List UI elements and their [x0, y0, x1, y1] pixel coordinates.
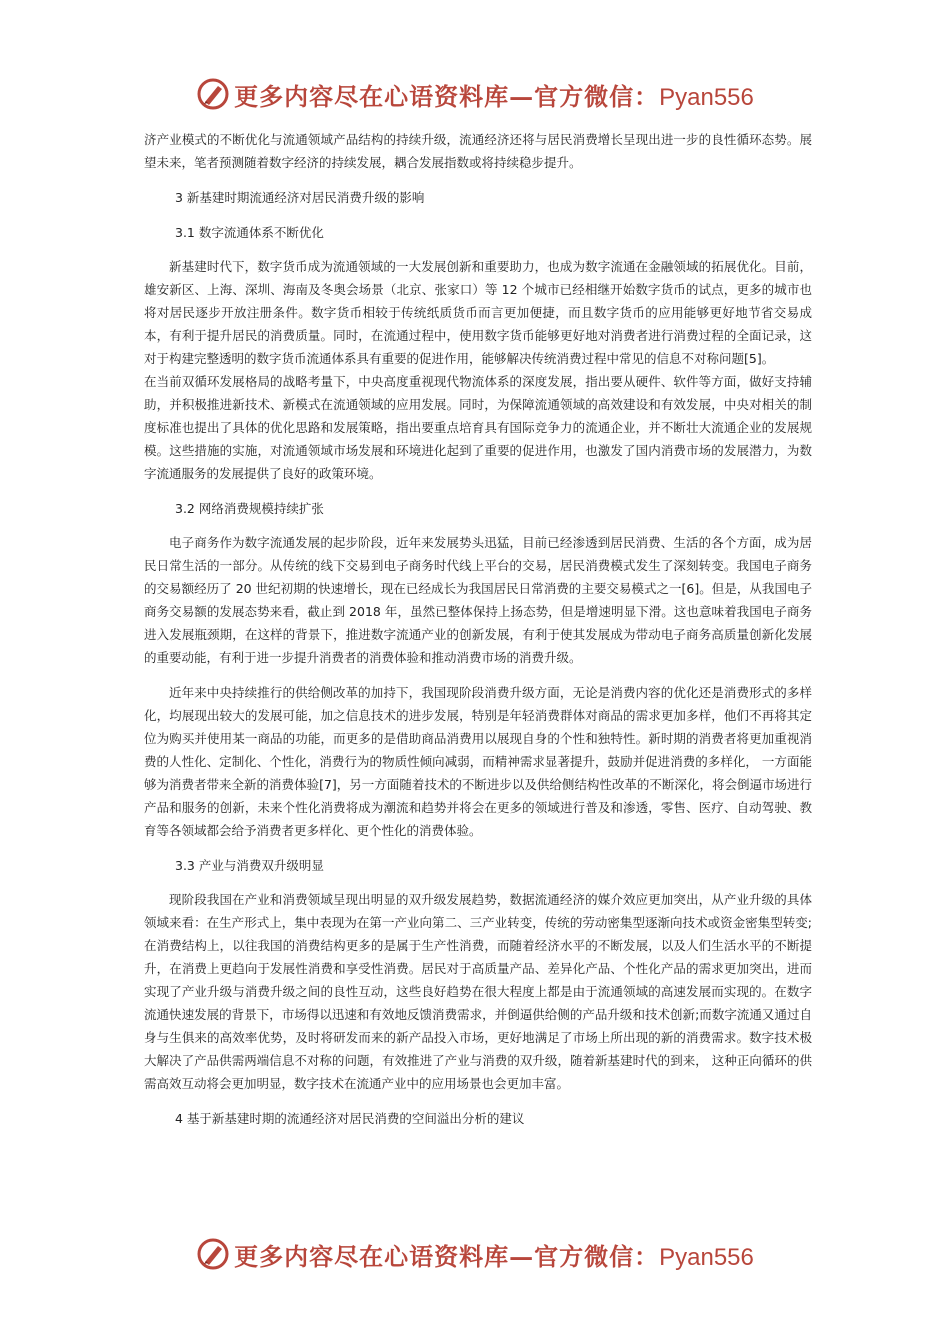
- watermark-text: [234, 77, 754, 112]
- document-body: [144, 128, 812, 1130]
- section-4-heading: 4 基于新基建时期的流通经济对居民消费的空间溢出分析的建议: [175, 1111, 525, 1126]
- watermark-wechat-id: Pyan556: [659, 83, 754, 111]
- section-3-3-heading: 3.3 产业与消费双升级明显: [175, 858, 324, 873]
- watermark-wechat-id: Pyan556: [659, 1243, 754, 1271]
- section-3-2-paragraph-1: 电子商务作为数字流通发展的起步阶段，近年来发展势头迅猛，目前已经渗透到居民消费、生活的各个方面，成为居民日常生活的一部分。从传统的线下交易到电子商务时代线上平台的交易，居民消费模式发生了深刻转变。我国电子商务的交易额经历了 20 世纪初期的快速增长，现在已经成长为我国居民日常消费的主要交易模式之一[6]。但是，从我国电子商务交易额的发展态势来看，截止到 2018 年，虽然已整体保持上扬态势，但是增速明显下滑。这也意味着我国电子商务进入发展瓶颈期，在这样的背景下，推进数字流通产业的创新发展，有利于使其发展成为带动电子商务高质量创新化发展的重要动能，有利于进一步提升消费者的消费体验和推动消费市场的消费升级。: [144, 535, 812, 665]
- pen-in-circle-icon: [196, 77, 230, 111]
- pen-in-circle-icon: [196, 1237, 230, 1271]
- section-3-1-heading: 3.1 数字流通体系不断优化: [175, 225, 324, 240]
- section-3-2-paragraph-2: 近年来中央持续推行的供给侧改革的加持下，我国现阶段消费升级方面，无论是消费内容的优化还是消费形式的多样化，均展现出较大的发展可能，加之信息技术的进步发展，特别是年轻消费群体对商品的需求更加多样，他们不再将其定位为购买并使用某一商品的功能，而更多的是借助商品消费用以展现自身的个性和独特性。新时期的消费者将更加重视消费的人性化、定制化、个性化，消费行为的物质性倾向减弱，而精神需求显著提升，鼓励并促进消费的多样化， 一方面能够为消费者带来全新的消费体验[7]，另一方面随着技术的不断进步以及供给侧结构性改革的不断深化，将会倒逼市场进行产品和服务的创新，未来个性化消费将成为潮流和趋势并将会在更多的领域进行普及和渗透，零售、医疗、自动驾驶、教育等各领域都会给予消费者更多样化、更个性化的消费体验。: [144, 685, 812, 838]
- watermark-chinese: 更多内容尽在心语资料库—官方微信：: [234, 81, 660, 111]
- footer-watermark: [0, 1232, 950, 1276]
- watermark-text: [234, 1237, 754, 1272]
- intro-paragraph: 济产业模式的不断优化与流通领域产品结构的持续升级，流通经济还将与居民消费增长呈现出进一步的良性循环态势。展望未来，笔者预测随着数字经济的持续发展，耦合发展指数或将持续稳步提升。: [144, 132, 812, 170]
- section-3-heading: 3 新基建时期流通经济对居民消费升级的影响: [175, 190, 425, 205]
- section-3-1-paragraph-1: 新基建时代下，数字货币成为流通领域的一大发展创新和重要助力，也成为数字流通在金融领域的拓展优化。目前，雄安新区、上海、深圳、海南及冬奥会场景（北京、张家口）等 12 个城市已经相继开始数字货币的试点，更多的城市也将对居民逐步开放注册条件。数字货币相较于传统纸质货币而言更加便捷，而且数字货币的应用能够更好地节省交易成本，有利于提升居民的消费质量。同时，在流通过程中，使用数字货币能够更好地对消费者进行消费过程的全面记录，这对于构建完整透明的数字货币流通体系具有重要的促进作用，能够解决传统消费过程中常见的信息不对称问题[5]。: [144, 259, 812, 366]
- header-watermark: [0, 72, 950, 116]
- section-3-2-heading: 3.2 网络消费规模持续扩张: [175, 501, 324, 516]
- section-3-1-paragraph-2: 在当前双循环发展格局的战略考量下，中央高度重视现代物流体系的深度发展，指出要从硬件、软件等方面，做好支持辅助，并积极推进新技术、新模式在流通领域的应用发展。同时，为保障流通领域的高效建设和有效发展，中央对相关的制度标准也提出了具体的优化思路和发展策略，指出要重点培育具有国际竞争力的流通企业，并不断壮大流通企业的发展规模。这些措施的实施，对流通领域市场发展和环境进化起到了重要的促进作用，也激发了国内消费市场的发展潜力，为数字流通服务的发展提供了良好的政策环境。: [144, 374, 812, 481]
- watermark-chinese: 更多内容尽在心语资料库—官方微信：: [234, 1241, 660, 1271]
- section-3-3-paragraph-1: 现阶段我国在产业和消费领域呈现出明显的双升级发展趋势，数据流通经济的媒介效应更加突出，从产业升级的具体领域来看：在生产形式上，集中表现为在第一产业向第二、三产业转变，传统的劳动密集型逐渐向技术或资金密集型转变;在消费结构上，以往我国的消费结构更多的是属于生产性消费，而随着经济水平的不断发展，以及人们生活水平的不断提升，在消费上更趋向于发展性消费和享受性消费。居民对于高质量产品、差异化产品、个性化产品的需求更加突出，进而实现了产业升级与消费升级之间的良性互动，这些良好趋势在很大程度上都是由于流通领域的高速发展而实现的。在数字流通快速发展的背景下，市场得以迅速和有效地反馈消费需求，并倒逼供给侧的产品升级和技术创新;而数字流通又通过自身与生俱来的高效率优势，及时将研发而来的新产品投入市场，更好地满足了市场上所出现的新的消费需求。数字技术极大解决了产品供需两端信息不对称的问题，有效推进了产业与消费的双升级，随着新基建时代的到来， 这种正向循环的供需高效互动将会更加明显，数字技术在流通产业中的应用场景也会更加丰富。: [144, 892, 812, 1091]
